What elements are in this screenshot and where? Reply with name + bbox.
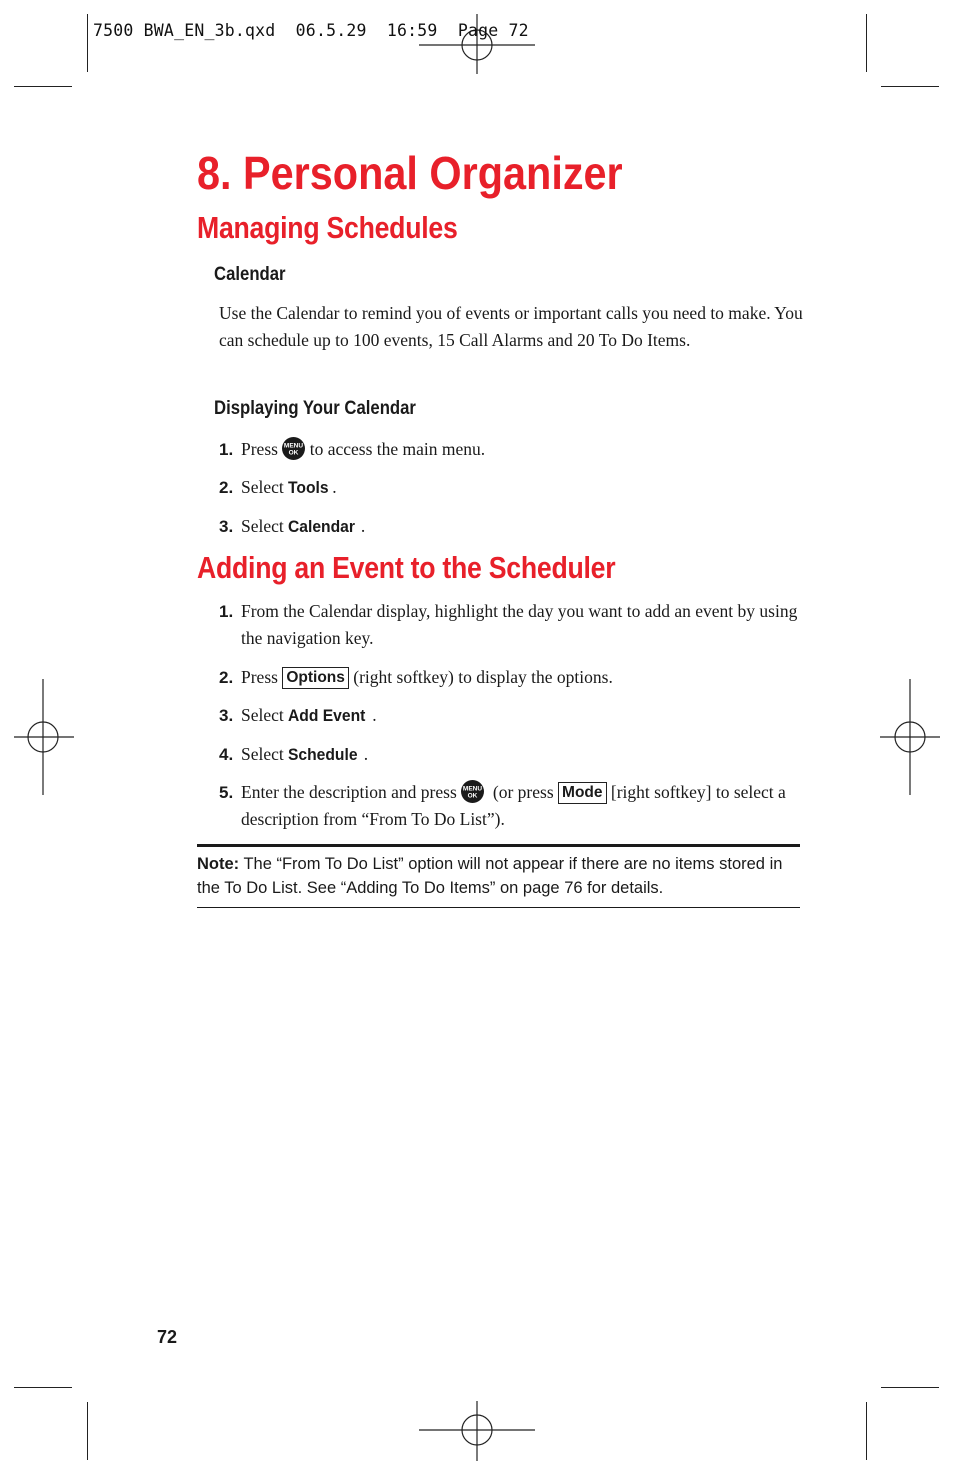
menu-option-calendar: Calendar <box>288 517 356 536</box>
step-text: to access the main menu. <box>309 439 486 459</box>
svg-text:MENU: MENU <box>463 785 483 793</box>
punctuation: . <box>332 477 337 497</box>
section-heading-adding-event: Adding an Event to the Scheduler <box>197 550 616 585</box>
options-softkey: Options <box>282 667 349 689</box>
file-slug: 7500 BWA_EN_3b.qxd 06.5.29 16:59 Page 72 <box>93 21 529 40</box>
menu-option-add-event: Add Event <box>288 706 366 725</box>
step-number: 3. <box>219 706 234 725</box>
registration-mark-bottom <box>419 1401 535 1461</box>
list-item <box>219 779 799 833</box>
svg-text:OK: OK <box>467 792 478 800</box>
subheading-displaying-calendar: Displaying Your Calendar <box>214 398 416 419</box>
step-text: Select <box>241 744 284 764</box>
step-number: 1. <box>219 602 234 621</box>
crop-mark <box>881 1387 939 1388</box>
step-number: 2. <box>219 478 234 497</box>
registration-mark-right <box>880 679 940 795</box>
page-number: 72 <box>157 1327 178 1347</box>
mode-softkey: Mode <box>558 782 606 804</box>
note-label: Note: <box>197 855 240 873</box>
list-item <box>219 702 799 729</box>
list-item <box>219 436 799 463</box>
list-item <box>219 741 799 768</box>
menu-ok-icon <box>461 780 484 803</box>
crop-mark <box>87 14 88 72</box>
list-item <box>219 598 799 652</box>
menu-option-tools: Tools <box>288 478 329 497</box>
step-number: 1. <box>219 440 234 459</box>
list-item <box>219 664 799 691</box>
step-text: (or press <box>492 782 554 802</box>
step-text: Press <box>241 439 278 459</box>
step-text: [right softkey] to select a description from “From To Do List”). <box>241 782 786 829</box>
step-number: 3. <box>219 517 234 536</box>
crop-mark <box>87 1402 88 1460</box>
list-item <box>219 474 799 501</box>
registration-mark-left <box>14 679 74 795</box>
calendar-paragraph: Use the Calendar to remind you of events or important calls you need to make. You can schedule up to 100 events, 15 Call Alarms and 20 To Do Items. <box>219 303 803 350</box>
punctuation: . <box>360 516 366 536</box>
menu-ok-icon <box>282 437 305 460</box>
step-number: 4. <box>219 745 234 764</box>
note-box <box>197 844 800 908</box>
list-item <box>219 513 799 540</box>
punctuation: . <box>363 744 369 764</box>
step-number: 2. <box>219 668 234 687</box>
crop-mark <box>866 14 867 72</box>
step-text: Press <box>241 667 278 687</box>
chapter-title: 8. Personal Organizer <box>197 147 623 199</box>
step-text: Enter the description and press <box>241 782 457 802</box>
step-text: From the Calendar display, highlight the day you want to add an event by using the navigation key. <box>241 601 798 648</box>
crop-mark <box>14 1387 72 1388</box>
step-text: Select <box>241 516 284 536</box>
punctuation: . <box>372 705 377 725</box>
subheading-calendar: Calendar <box>214 264 286 285</box>
crop-mark <box>881 86 939 87</box>
step-text: Select <box>241 477 284 497</box>
svg-text:OK: OK <box>288 449 299 457</box>
section-heading-managing-schedules: Managing Schedules <box>197 210 458 245</box>
svg-text:MENU: MENU <box>284 442 304 450</box>
note-text: The “From To Do List” option will not appear if there are no items stored in the To Do List. See “Adding To Do Items” on page 76 for details. <box>197 855 783 897</box>
menu-option-schedule: Schedule <box>288 745 358 764</box>
step-text: Select <box>241 705 284 725</box>
step-text: (right softkey) to display the options. <box>353 667 613 687</box>
crop-mark <box>14 86 72 87</box>
step-number: 5. <box>219 783 234 802</box>
crop-mark <box>866 1402 867 1460</box>
